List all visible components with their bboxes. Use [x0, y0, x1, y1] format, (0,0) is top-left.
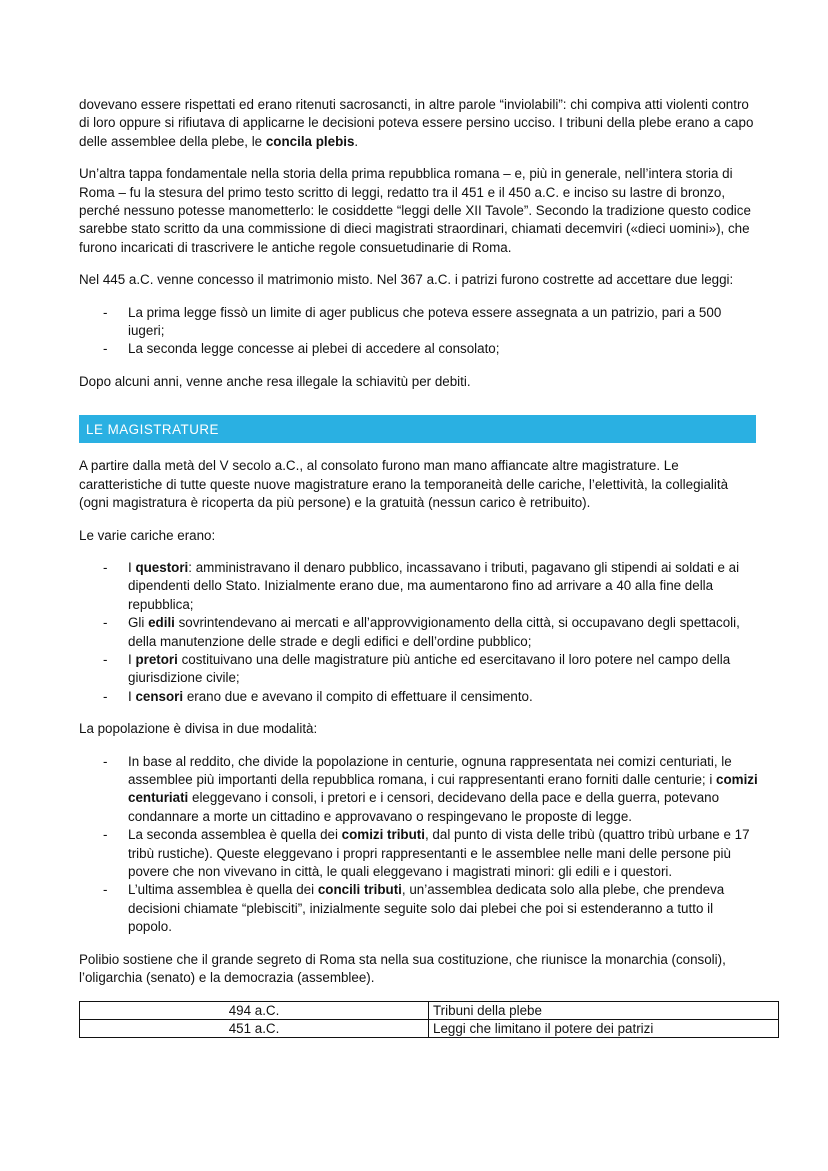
- intro-paragraph-1: [79, 96, 759, 151]
- table-cell-year: 494 a.C.: [80, 1002, 429, 1020]
- list-item-text: , dal punto di vista delle tribù (quattro tribù urbane e 17 tribù rustiche). Queste eleggevano i propri rappresentanti e le assemblee nelle mani delle persone più povere che non vivevano in città, le quali eleggevano i magistrati minori: gli edili e i questori.: [128, 827, 750, 879]
- intro-paragraph-2: Un’altra tappa fondamentale nella storia della prima repubblica romana – e, più in generale, nell’intera storia di Roma – fu la stesura del primo testo scritto di leggi, redatto tra il 451 e il 450 a.C. e inciso su lastre di bronzo, perché nessuno potesse manometterlo: le cosiddette “leggi delle XII Tavole”. Secondo la tradizione questo codice sarebbe stato scritto da una commissione di dieci magistrati straordinari, chiamati decemviri («dieci uomini»), che furono incaricati di trascrivere le antiche regole consuetudinarie di Roma.: [79, 166, 751, 255]
- list-item-prefix: La seconda assemblea è quella dei: [128, 827, 342, 843]
- page-content: [79, 96, 759, 1038]
- table-cell-event: Leggi che limitano il potere dei patrizi: [429, 1020, 779, 1038]
- intro-paragraph-1-end: .: [354, 133, 359, 149]
- list-item: [79, 651, 759, 688]
- assembly-term: concili tributi: [317, 882, 402, 898]
- list-item: - La seconda legge concesse ai plebei di accedere al consolato;: [79, 340, 759, 358]
- laws-list: [79, 304, 759, 359]
- list-item: [79, 753, 759, 827]
- list-item: [79, 614, 759, 651]
- concila-plebis-term: concila plebis: [265, 133, 355, 149]
- intro-paragraph-4: Dopo alcuni anni, venne anche resa illegale la schiavitù per debiti.: [79, 373, 471, 389]
- assemblies-list: [79, 753, 759, 937]
- list-item: [79, 559, 759, 614]
- timeline-table: [79, 1001, 779, 1038]
- list-item-text: eleggevano i consoli, i pretori e i censori, decidevano della pace e della guerra, potevano condannare a morte un cittadino e approvavano o respingevano le proposte di legge.: [128, 790, 720, 824]
- section-paragraph-2: Le varie cariche erano:: [79, 527, 216, 543]
- office-term-pretori: pretori: [135, 651, 178, 667]
- list-item-prefix: I: [128, 688, 136, 704]
- list-item-text: erano due e avevano il compito di effettuare il censimento.: [183, 688, 533, 704]
- list-item-text: , un’assemblea dedicata solo alla plebe, che prendeva decisioni chiamate “plebisciti”, inizialmente seguite solo dai plebei che poi si estenderanno a tutto il popolo.: [128, 882, 725, 935]
- table-row: [80, 1002, 779, 1020]
- list-item-prefix: Gli: [128, 615, 149, 631]
- list-item-prefix: L’ultima assemblea è quella dei: [128, 882, 318, 898]
- table-cell-year: 451 a.C.: [80, 1020, 429, 1038]
- list-item-prefix: I: [128, 651, 136, 667]
- table-row: [80, 1020, 779, 1038]
- list-item: [79, 826, 759, 881]
- offices-list: [79, 559, 759, 706]
- list-item-text: costituivano una delle magistrature più antiche ed esercitavano il loro potere nel campo della giurisdizione civile;: [128, 651, 731, 686]
- list-item-prefix: In base al reddito, che divide la popolazione in centurie, ognuna rappresentata nei comizi centuriati, le assemblee più importanti della repubblica romana, i cui rappresentanti erano forniti dalle centurie; i: [128, 753, 732, 787]
- assembly-term: comizi tributi: [341, 827, 425, 843]
- list-item-text: sovrintendevano ai mercati e all’approvvigionamento della città, si occupavano degli spettacoli, della manutenzione delle strade e degli edifici e dell’ordine pubblico;: [128, 615, 740, 649]
- assembly-term: comizi centuriati: [128, 771, 758, 806]
- list-item-prefix: I: [128, 559, 136, 575]
- list-item: [79, 881, 759, 936]
- section-paragraph-1: A partire dalla metà del V secolo a.C., al consolato furono man mano affiancate altre magistrature. Le caratteristiche di tutte queste nuove magistrature erano la temporaneità delle cariche, l’elettività, la collegialità (ogni magistratura è ricoperta da più persone) e la gratuità (nessun carico è retribuito).: [79, 458, 729, 511]
- list-item-text: : amministravano il denaro pubblico, incassavano i tributi, pagavano gli stipendi ai soldati e ai dipendenti dello Stato. Inizialmente erano due, ma aumentarono fino ad arrivare a 40 alla fine della repubblica;: [128, 559, 740, 612]
- intro-paragraph-1-text: dovevano essere rispettati ed erano ritenuti sacrosancti, in altre parole “inviolabili”: chi compiva atti violenti contro di loro oppure si rifiutava di applicarne le decisioni poteva essere persino ucciso. I tribuni della plebe erano a capo delle assemblee della plebe, le: [79, 97, 754, 149]
- intro-paragraph-3: Nel 445 a.C. venne concesso il matrimonio misto. Nel 367 a.C. i patrizi furono costrette ad accettare due leggi:: [79, 272, 734, 288]
- list-item: [79, 688, 759, 706]
- office-term-edili: edili: [148, 615, 175, 631]
- section-paragraph-3: La popolazione è divisa in due modalità:: [79, 721, 318, 737]
- list-item: - La prima legge fissò un limite di ager publicus che poteva essere assegnata a un patrizio, pari a 500 iugeri;: [79, 304, 759, 341]
- section-paragraph-4: Polibio sostiene che il grande segreto di Roma sta nella sua costituzione, che riunisce la monarchia (consoli), l’oligarchia (senato) e la democrazia (assemblee).: [79, 951, 726, 986]
- office-term-questori: questori: [135, 559, 189, 575]
- office-term-censori: censori: [135, 688, 184, 704]
- table-cell-event: Tribuni della plebe: [429, 1002, 779, 1020]
- section-heading: LE MAGISTRATURE: [79, 415, 756, 443]
